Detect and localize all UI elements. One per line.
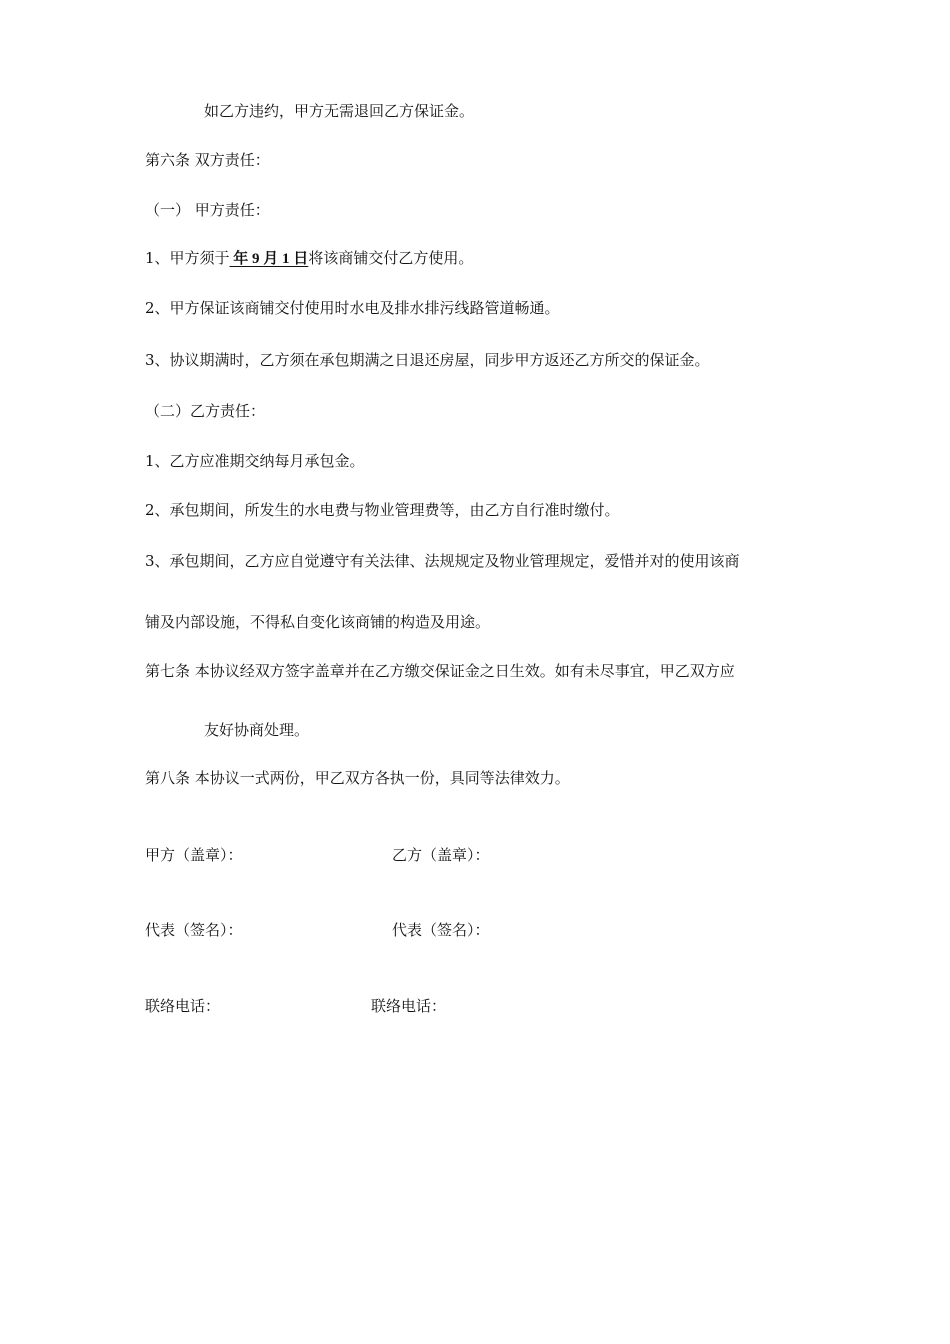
party-b-representative-label: 代表（签名）：: [392, 921, 490, 939]
party-a-duty-3: 3、协议期满时，乙方须在承包期满之日退还房屋，同步甲方返还乙方所交的保证金。: [145, 351, 710, 369]
clause-5-continuation: 如乙方违约，甲方无需退回乙方保证金。: [204, 102, 475, 120]
article-6-heading: 第六条 双方责任：: [145, 151, 270, 169]
delivery-date: 年 9 月 1 日: [229, 251, 309, 267]
party-b-duty-3: 3、承包期间，乙方应自觉遵守有关法律、法规规定及物业管理规定，爱惜并对的使用该商: [145, 552, 740, 570]
party-a-duty-2: 2、甲方保证该商铺交付使用时水电及排水排污线路管道畅通。: [145, 299, 560, 317]
party-b-duty-2: 2、承包期间，所发生的水电费与物业管理费等，由乙方自行准时缴付。: [145, 501, 620, 519]
article-7-continuation: 友好协商处理。: [204, 721, 310, 739]
article-8: 第八条 本协议一式两份，甲乙双方各执一份，具同等法律效力。: [145, 769, 570, 787]
party-b-phone-label: 联络电话：: [371, 997, 447, 1015]
party-a-duties-heading: （一） 甲方责任：: [145, 201, 270, 219]
article-7: 第七条 本协议经双方签字盖章并在乙方缴交保证金之日生效。如有未尽事宜，甲乙双方应: [145, 662, 735, 680]
party-b-duty-1: 1、乙方应准期交纳每月承包金。: [145, 452, 365, 470]
party-b-seal-label: 乙方（盖章）：: [392, 846, 490, 864]
party-b-duties-heading: （二）乙方责任：: [145, 402, 266, 420]
party-b-duty-3-continuation: 铺及内部设施，不得私自变化该商铺的构造及用途。: [145, 613, 491, 631]
party-a-representative-label: 代表（签名）：: [145, 921, 243, 939]
party-a-duty-1-suffix: 将该商铺交付乙方使用。: [308, 249, 474, 267]
party-a-seal-label: 甲方（盖章）：: [145, 846, 243, 864]
party-a-phone-label: 联络电话：: [145, 997, 221, 1015]
party-a-duty-1-prefix: 1、甲方须于: [145, 249, 230, 267]
party-a-duty-1: [145, 248, 473, 269]
